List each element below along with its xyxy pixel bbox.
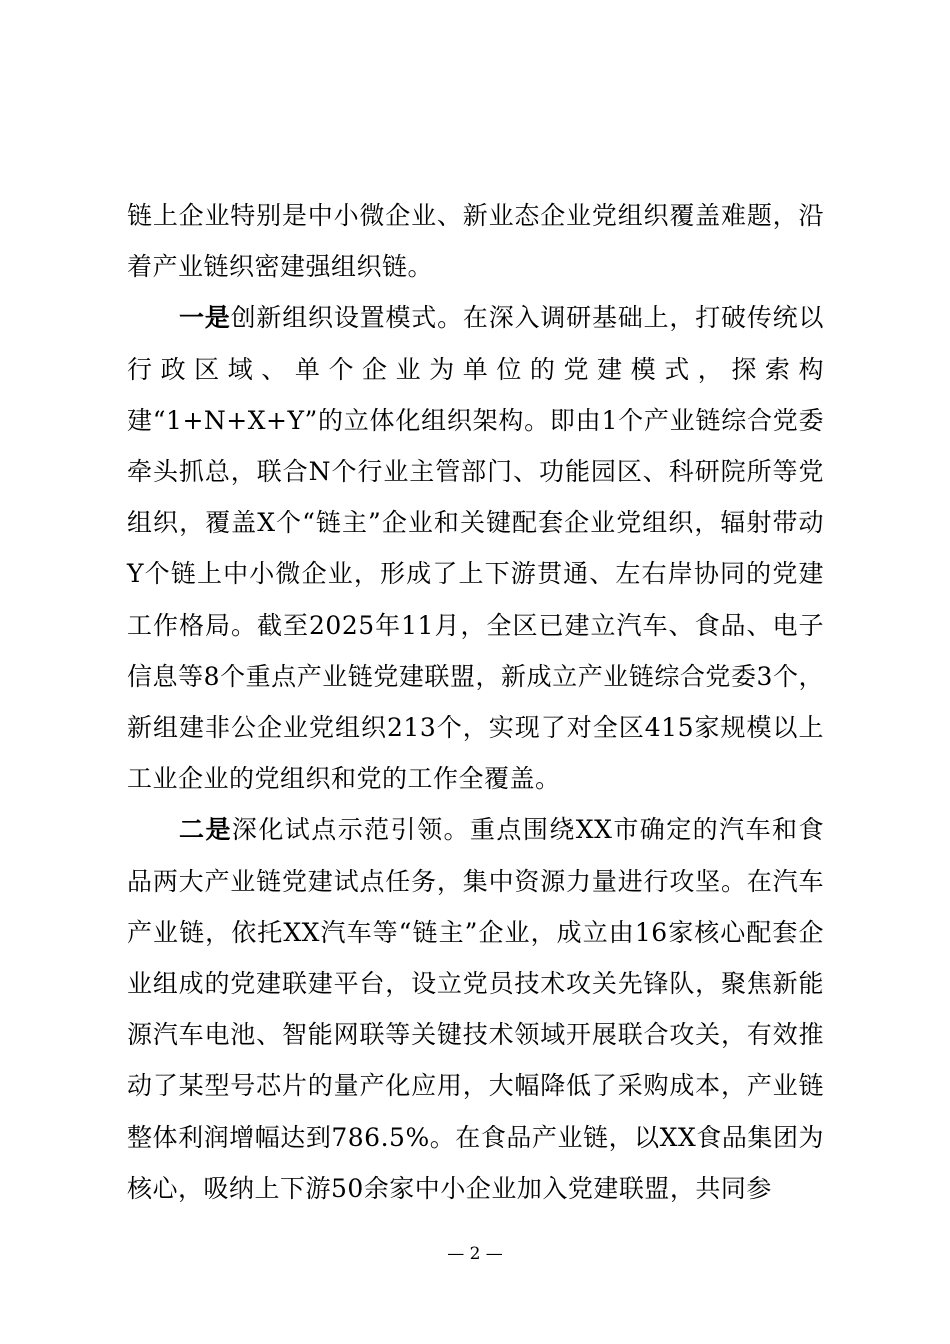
document-body <box>127 190 824 1214</box>
paragraph-lead: 一是 <box>179 303 231 333</box>
paragraph-innovation <box>127 292 824 804</box>
paragraph-text: 创新组织设置模式。在深入调研基础上，打破传统以行政区域、单个企业为单位的党建模式，探索构建“1+N+X+Y”的立体化组织架构。即由1个产业链综合党委牵头抓总，联合N个行业主管部门、功能园区、科研院所等党组织，覆盖X个“链主”企业和关键配套企业党组织，辐射带动Y个链上中小微企业，形成了上下游贯通、左右岸协同的党建工作格局。截至2025年11月，全区已建立汽车、食品、电子信息等8个重点产业链党建联盟，新成立产业链综合党委3个，新组建非公企业党组织213个，实现了对全区415家规模以上工业企业的党组织和党的工作全覆盖。 <box>127 303 824 794</box>
paragraph-text: 深化试点示范引领。重点围绕XX市确定的汽车和食品两大产业链党建试点任务，集中资源力量进行攻坚。在汽车产业链，依托XX汽车等“链主”企业，成立由16家核心配套企业组成的党建联建平台，设立党员技术攻关先锋队，聚焦新能源汽车电池、智能网联等关键技术领域开展联合攻关，有效推动了某型号芯片的量产化应用，大幅降低了采购成本，产业链整体利润增幅达到786.5%。在食品产业链，以XX食品集团为核心，吸纳上下游50余家中小企业加入党建联盟，共同参 <box>127 815 824 1203</box>
paragraph-lead: 二是 <box>179 815 232 845</box>
page-number: — 2 — <box>447 1244 503 1264</box>
paragraph-text: 链上企业特别是中小微企业、新业态企业党组织覆盖难题，沿着产业链织密建强组织链。 <box>127 201 824 282</box>
paragraph-continuation <box>127 190 824 292</box>
paragraph-pilot <box>127 804 824 1214</box>
